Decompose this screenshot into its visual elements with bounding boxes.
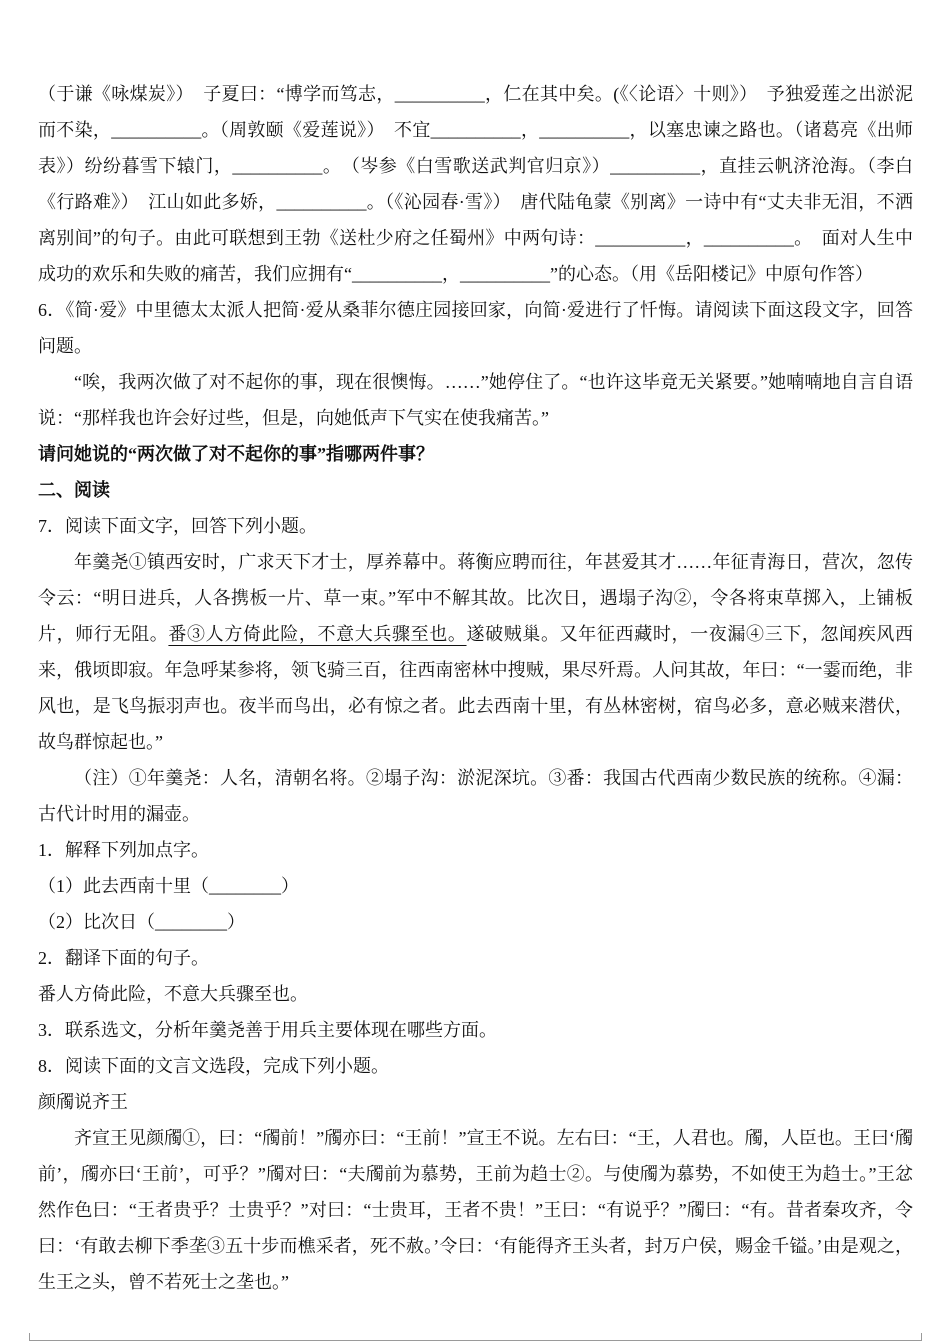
- q7-sub-question-2-sentence: 番人方倚此险，不意大兵骤至也。: [38, 984, 308, 1004]
- page-border-bottom: [29, 1333, 922, 1341]
- q7-passage-part-b: 遂破贼巢。又年征西藏时，一夜漏④三下，忽闻疾风西来，俄顷即寂。年急呼某参将，领飞骑三百，往西南密林中搜贼，果尽歼焉。人问其故，年曰：“一霎而绝，非风也，是飞鸟振羽声也。夜半而鸟出，必有惊之者。此去西南十里，有丛林密树，宿鸟必多，意必贼来潜伏，故鸟群惊起也。”: [38, 624, 914, 752]
- q5-continuation-paragraph: （于谦《咏煤炭》） 子夏曰：“博学而笃志，__________，仁在其中矣。(《〈论语〉十则》） 予独爱莲之出淤泥而不染，__________。（周敦颐《爱莲说》） 不宜__________，__________，以塞忠谏之路也。（诸葛亮《出师表》）纷纷暮雪下辕门，__________。 （岑参《白雪歌送武判官归京》）__________，直挂云帆济沧海。（李白《行路难》） 江山如此多娇，__________。（《沁园春·雪》） 唐代陆龟蒙《别离》一诗中有“丈夫非无泪，不洒离别间”的句子。由此可联想到王勃《送杜少府之任蜀州》中两句诗：__________，__________。 面对人生中成功的欢乐和失败的痛苦，我们应拥有“__________，__________”的心态。（用《岳阳楼记》中原句作答）: [38, 84, 913, 284]
- q7-sub-question-2: 2．翻译下面的句子。: [38, 948, 209, 968]
- q7-passage: [38, 544, 913, 760]
- q7-intro: 7．阅读下面文字，回答下列小题。: [38, 516, 317, 536]
- q7-sub-question-3: 3．联系选文，分析年羹尧善于用兵主要体现在哪些方面。: [38, 1020, 497, 1040]
- q7-passage-part-a: 年羹尧①镇西安时，广求天下才士，厚养幕中。蒋衡应聘而往，年甚爱其才……年征青海日，营次，忽传令云：“明日进兵，人各携板一片、草一束。”军中不解其故。比次日，遇塌子沟②，令各将束草掷入，上铺板片，师行无阻。: [38, 552, 913, 644]
- q7-sub-question-1-item-1: （1）此去西南十里（________）: [38, 876, 299, 896]
- q8-passage: 齐宣王见颜斶①，曰：“斶前！”斶亦曰：“王前！”宣王不说。左右曰：“王，人君也。斶，人臣也。王曰‘斶前’，斶亦曰‘王前’，可乎？”斶对曰：“夫斶前为慕势，王前为趋士②。与使斶为慕势，不如使王为趋士。”王忿然作色曰：“王者贵乎？士贵乎？”对曰：“士贵耳，王者不贵！”王曰：“有说乎？”斶曰：“有。昔者秦攻齐，令曰：‘有敢去柳下季垄③五十步而樵采者，死不赦。’令曰：‘有能得齐王头者，封万户侯，赐金千镒。’由是观之，生王之头，曾不若死士之垄也。”: [38, 1128, 913, 1292]
- q6-intro: 6．《简·爱》中里德太太派人把简·爱从桑菲尔德庄园接回家，向简·爱进行了忏悔。请阅读下面这段文字，回答问题。: [38, 300, 913, 356]
- q8-passage-title: 颜斶说齐王: [38, 1092, 128, 1112]
- q7-sub-question-1-item-2: （2）比次日（________）: [38, 912, 245, 932]
- q7-passage-underlined-sentence: 番③人方倚此险，不意大兵骤至也。: [168, 624, 467, 644]
- q6-question: 请问她说的“两次做了对不起你的事”指哪两件事？: [38, 444, 434, 464]
- q6-quote-paragraph: “唉，我两次做了对不起你的事，现在很懊悔。……”她停住了。“也许这毕竟无关紧要。”她喃喃地自言自语说：“那样我也许会好过些，但是，向她低声下气实在使我痛苦。”: [38, 372, 913, 428]
- q7-note: （注）①年羹尧：人名，清朝名将。②塌子沟：淤泥深坑。③番：我国古代西南少数民族的统称。④漏：古代计时用的漏壶。: [38, 768, 913, 824]
- section-2-heading: 二、阅读: [38, 480, 110, 500]
- q7-sub-question-1: 1．解释下列加点字。: [38, 840, 209, 860]
- q8-intro: 8．阅读下面的文言文选段，完成下列小题。: [38, 1056, 389, 1076]
